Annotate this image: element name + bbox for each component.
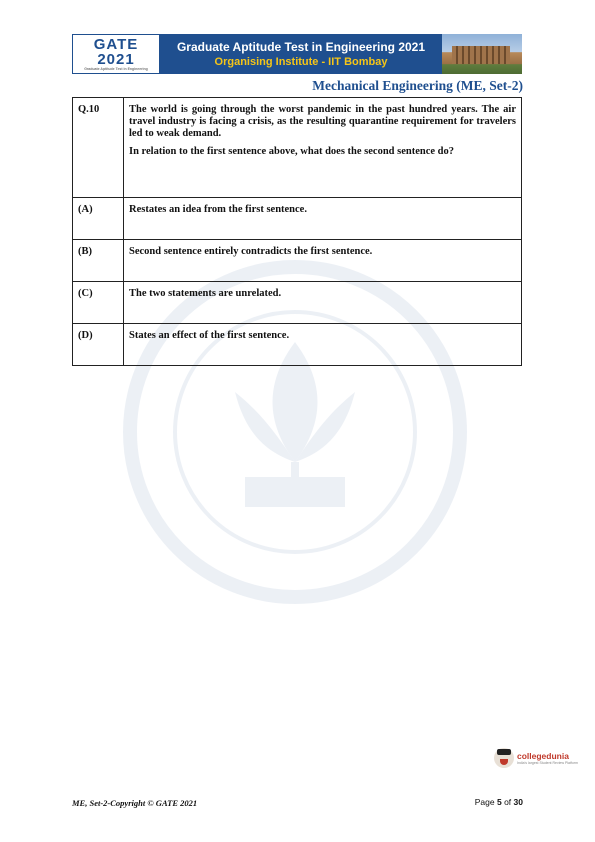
collegedunia-text (517, 751, 578, 765)
option-row-b (73, 240, 522, 282)
option-label-a: (A) (73, 198, 124, 240)
institute-building-image (442, 34, 522, 74)
subject-title: Mechanical Engineering (ME, Set-2) (312, 78, 523, 93)
option-text-c: The two statements are unrelated. (124, 282, 522, 324)
option-text-a: Restates an idea from the first sentence. (124, 198, 522, 240)
gate-logo-tagline: Graduate Aptitude Test in Engineering (84, 66, 148, 71)
banner-subtitle: Organising Institute - IIT Bombay (214, 56, 388, 68)
page-total: 30 (513, 797, 523, 807)
question-number: Q.10 (73, 98, 124, 198)
header-banner (72, 34, 522, 74)
gate-logo (72, 34, 160, 74)
page-current: 5 (496, 797, 502, 807)
option-row-a (73, 198, 522, 240)
question-prompt: In relation to the first sentence above, what does the second sentence do? (129, 146, 454, 158)
collegedunia-tagline: India's largest Student Review Platform (517, 761, 578, 765)
question-row (73, 98, 522, 198)
gate-logo-line2: 2021 (97, 50, 135, 68)
page-separator: of (501, 797, 514, 807)
page-prefix: Page (474, 797, 497, 807)
option-label-b: (B) (73, 240, 124, 282)
gate-logo-line1: GATE (93, 35, 139, 53)
footer-page-number (475, 797, 523, 807)
banner-text (160, 34, 442, 74)
option-text-d: States an effect of the first sentence. (124, 324, 522, 366)
option-row-d (73, 324, 522, 366)
collegedunia-logo-icon (494, 748, 514, 768)
option-label-d: (D) (73, 324, 124, 366)
footer-copyright: ME, Set-2-Copyright © GATE 2021 (72, 798, 198, 808)
collegedunia-name: collegedunia (517, 751, 569, 761)
option-text-b: Second sentence entirely contradicts the first sentence. (124, 240, 522, 282)
option-row-c (73, 282, 522, 324)
question-table (72, 97, 522, 366)
question-stem (124, 98, 522, 198)
banner-title: Graduate Aptitude Test in Engineering 2021 (176, 40, 426, 54)
collegedunia-logo (494, 748, 578, 768)
question-stem-text: The world is going through the worst pandemic in the past hundred years. The air travel industry is facing a crisis, as the resulting quarantine requirement for travelers led to weak demand. (129, 104, 516, 140)
option-label-c: (C) (73, 282, 124, 324)
